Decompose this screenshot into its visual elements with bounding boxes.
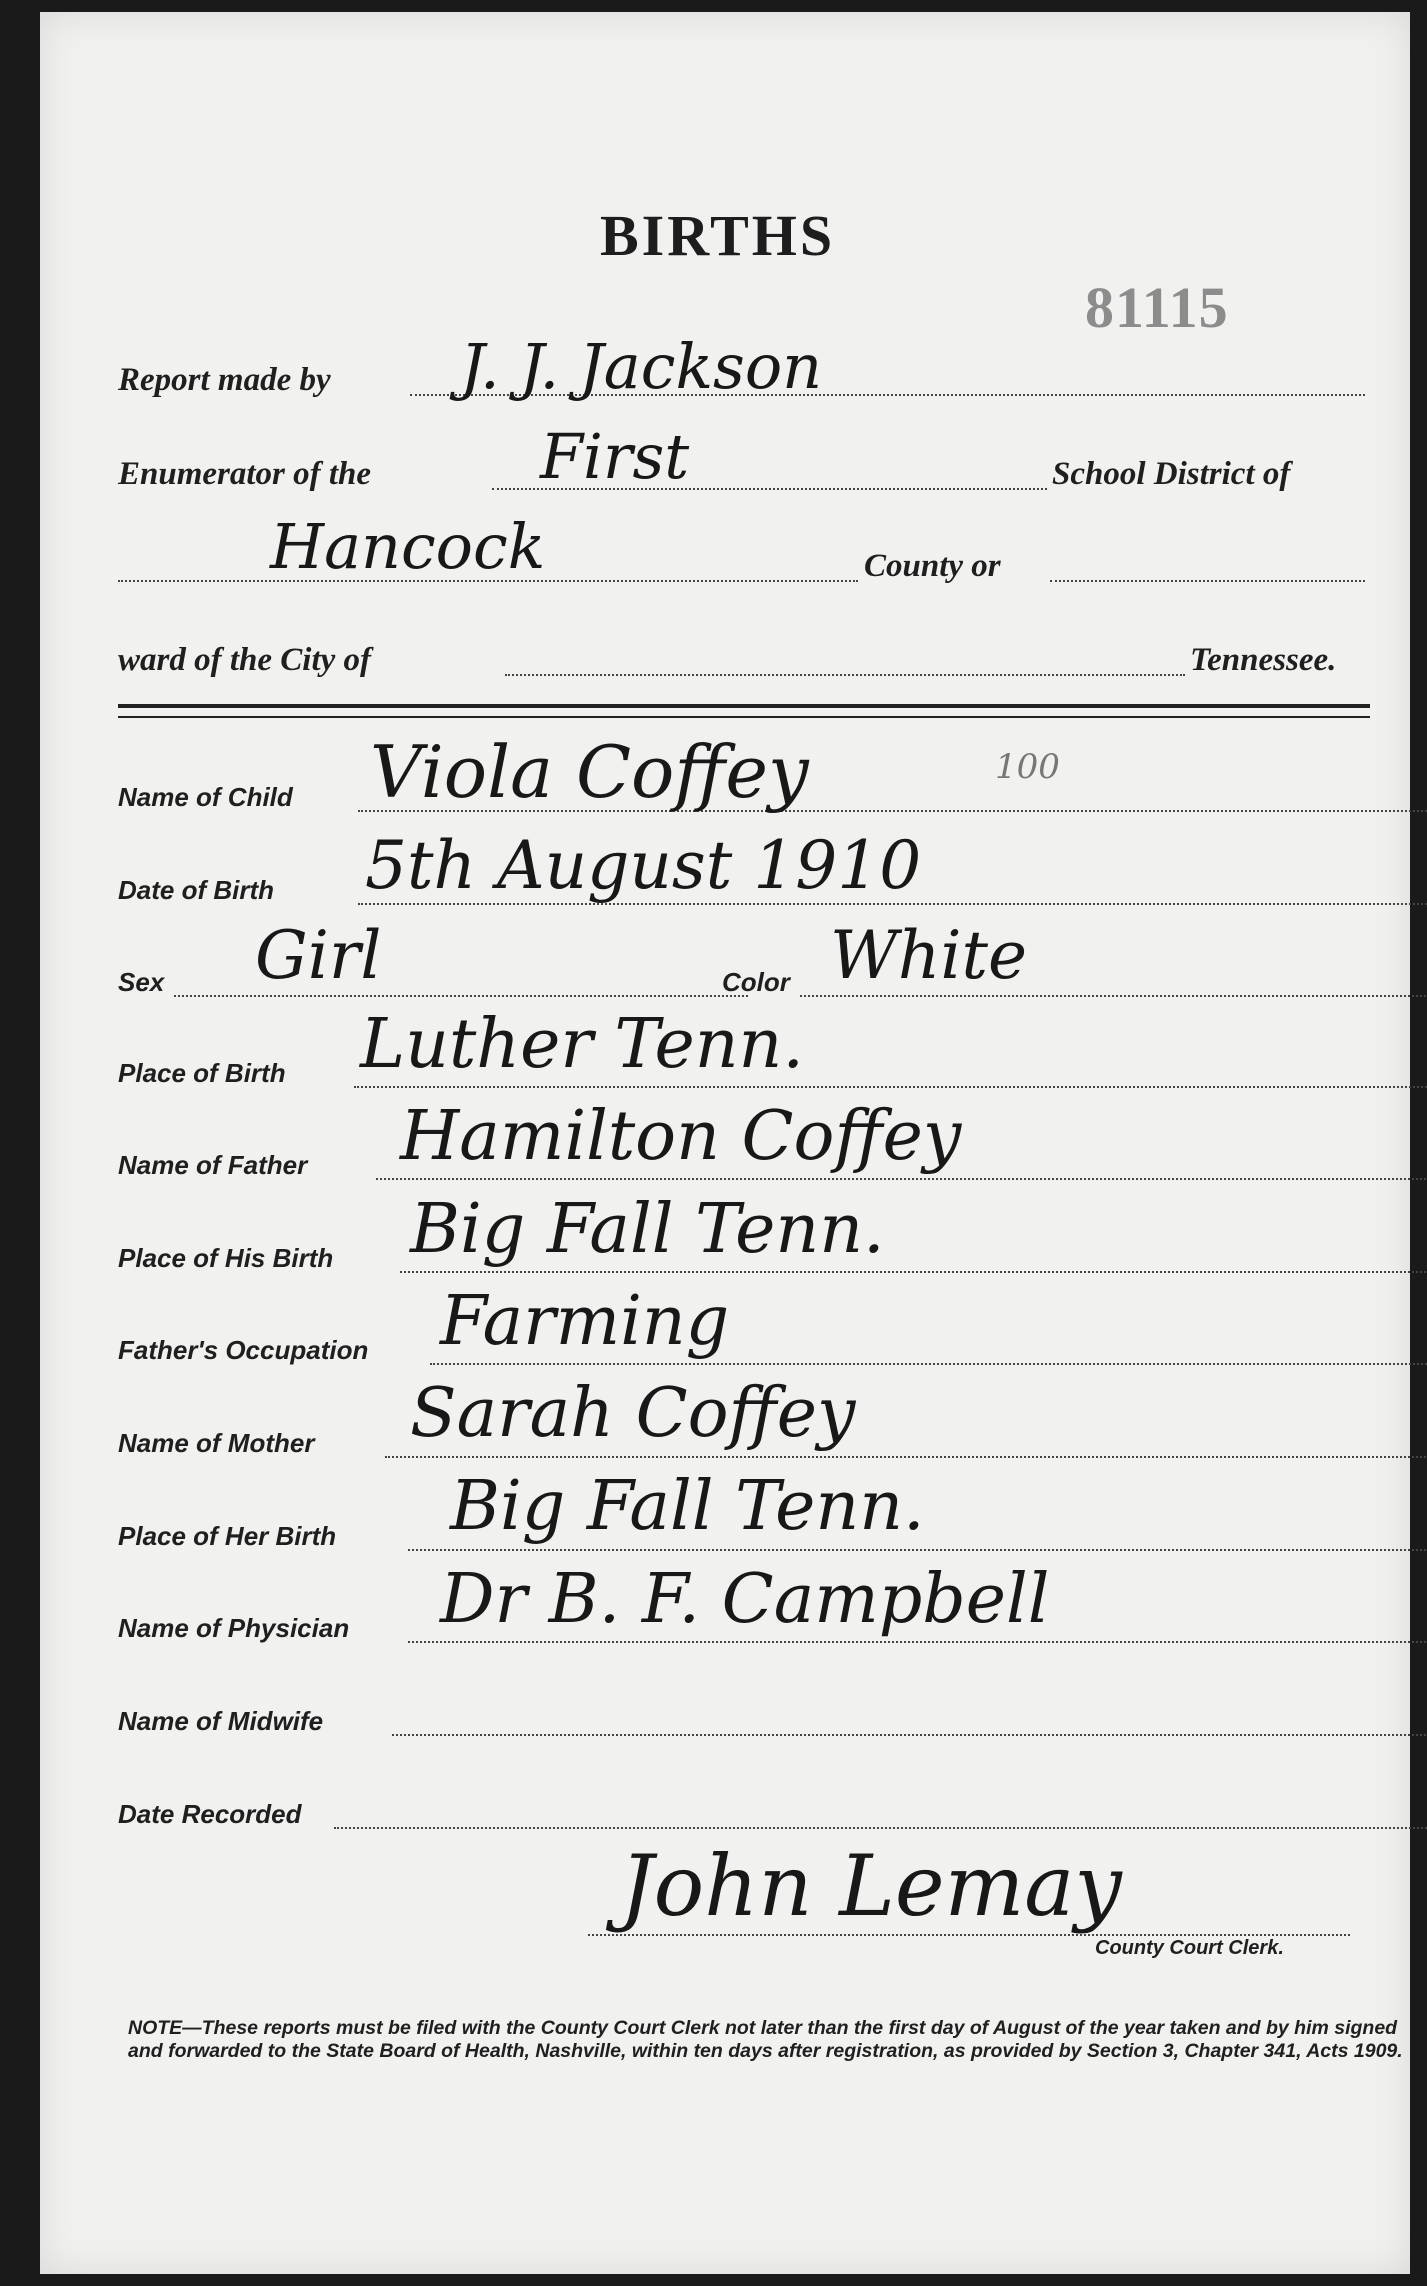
field-label-date-of-birth: Date of Birth <box>118 875 274 905</box>
field-line-place-of-her-birth <box>408 1549 1427 1551</box>
field-value-date-of-birth: 5th August 1910 <box>365 827 922 904</box>
field-value-name-of-mother: Sarah Coffey <box>410 1374 856 1453</box>
field-line-name-of-mother <box>385 1456 1427 1458</box>
divider-rule-bottom <box>118 716 1370 718</box>
field-label-place-of-his-birth: Place of His Birth <box>118 1243 334 1273</box>
field-label-fathers-occupation: Father's Occupation <box>118 1335 369 1365</box>
field-label-sex: Sex <box>118 967 165 997</box>
state-label: Tennessee. <box>1190 642 1337 678</box>
field-label-color: Color <box>722 967 790 997</box>
field-value-name-of-physician: Dr B. F. Campbell <box>440 1560 1050 1639</box>
field-line-date-recorded <box>334 1827 1427 1829</box>
field-label-place-of-birth: Place of Birth <box>118 1058 286 1088</box>
field-line-place-of-birth <box>354 1086 1427 1088</box>
school-district-label: School District of <box>1052 456 1291 492</box>
serial-number-stamp: 81115 <box>1085 275 1229 340</box>
margin-note: 100 <box>995 747 1060 787</box>
field-line-color <box>800 995 1427 997</box>
report-made-by-label: Report made by <box>118 362 331 398</box>
county-or-label: County or <box>864 548 1001 584</box>
field-line-sex <box>174 995 748 997</box>
field-label-name-of-mother: Name of Mother <box>118 1428 315 1458</box>
report-made-by-value: J. J. Jackson <box>460 330 823 403</box>
field-value-name-of-child: Viola Coffey <box>370 730 809 814</box>
clerk-signature: John Lemay <box>620 1837 1122 1935</box>
field-label-name-of-father: Name of Father <box>118 1150 308 1180</box>
field-line-fathers-occupation <box>430 1363 1427 1365</box>
field-label-name-of-child: Name of Child <box>118 782 293 812</box>
field-line-name-of-physician <box>408 1641 1427 1643</box>
field-value-sex: Girl <box>255 917 382 994</box>
field-value-place-of-her-birth: Big Fall Tenn. <box>450 1467 925 1546</box>
field-value-place-of-birth: Luther Tenn. <box>360 1005 804 1084</box>
clerk-title-label: County Court Clerk. <box>1095 1937 1284 1959</box>
field-line-name-of-father <box>376 1178 1427 1180</box>
filing-note: NOTE—These reports must be filed with the County Court Clerk not later than the first day of August of the year taken and by him signed and forwarded to the State Board of Health, Nashville, within ten days after registration, as provided by Section 3, Chapter 341, Acts 1909. <box>128 2017 1403 2062</box>
form-title: BIRTHS <box>600 203 836 268</box>
field-line-place-of-his-birth <box>400 1271 1427 1273</box>
field-line-name-of-midwife <box>392 1734 1427 1736</box>
ward-line <box>505 674 1185 676</box>
divider-rule-top <box>118 704 1370 708</box>
field-value-color: White <box>830 917 1028 994</box>
field-value-fathers-occupation: Farming <box>440 1282 730 1361</box>
ward-label: ward of the City of <box>118 642 371 678</box>
field-label-date-recorded: Date Recorded <box>118 1799 302 1829</box>
field-label-place-of-her-birth: Place of Her Birth <box>118 1521 337 1551</box>
enumerator-label: Enumerator of the <box>118 456 372 492</box>
birth-record-sheet <box>40 12 1410 2274</box>
field-label-name-of-midwife: Name of Midwife <box>118 1706 324 1736</box>
district-value: First <box>540 420 690 493</box>
field-value-name-of-father: Hamilton Coffey <box>400 1097 962 1176</box>
county-value: Hancock <box>270 510 546 583</box>
county-or-line <box>1050 580 1365 582</box>
field-value-place-of-his-birth: Big Fall Tenn. <box>410 1190 885 1269</box>
field-label-name-of-physician: Name of Physician <box>118 1613 350 1643</box>
